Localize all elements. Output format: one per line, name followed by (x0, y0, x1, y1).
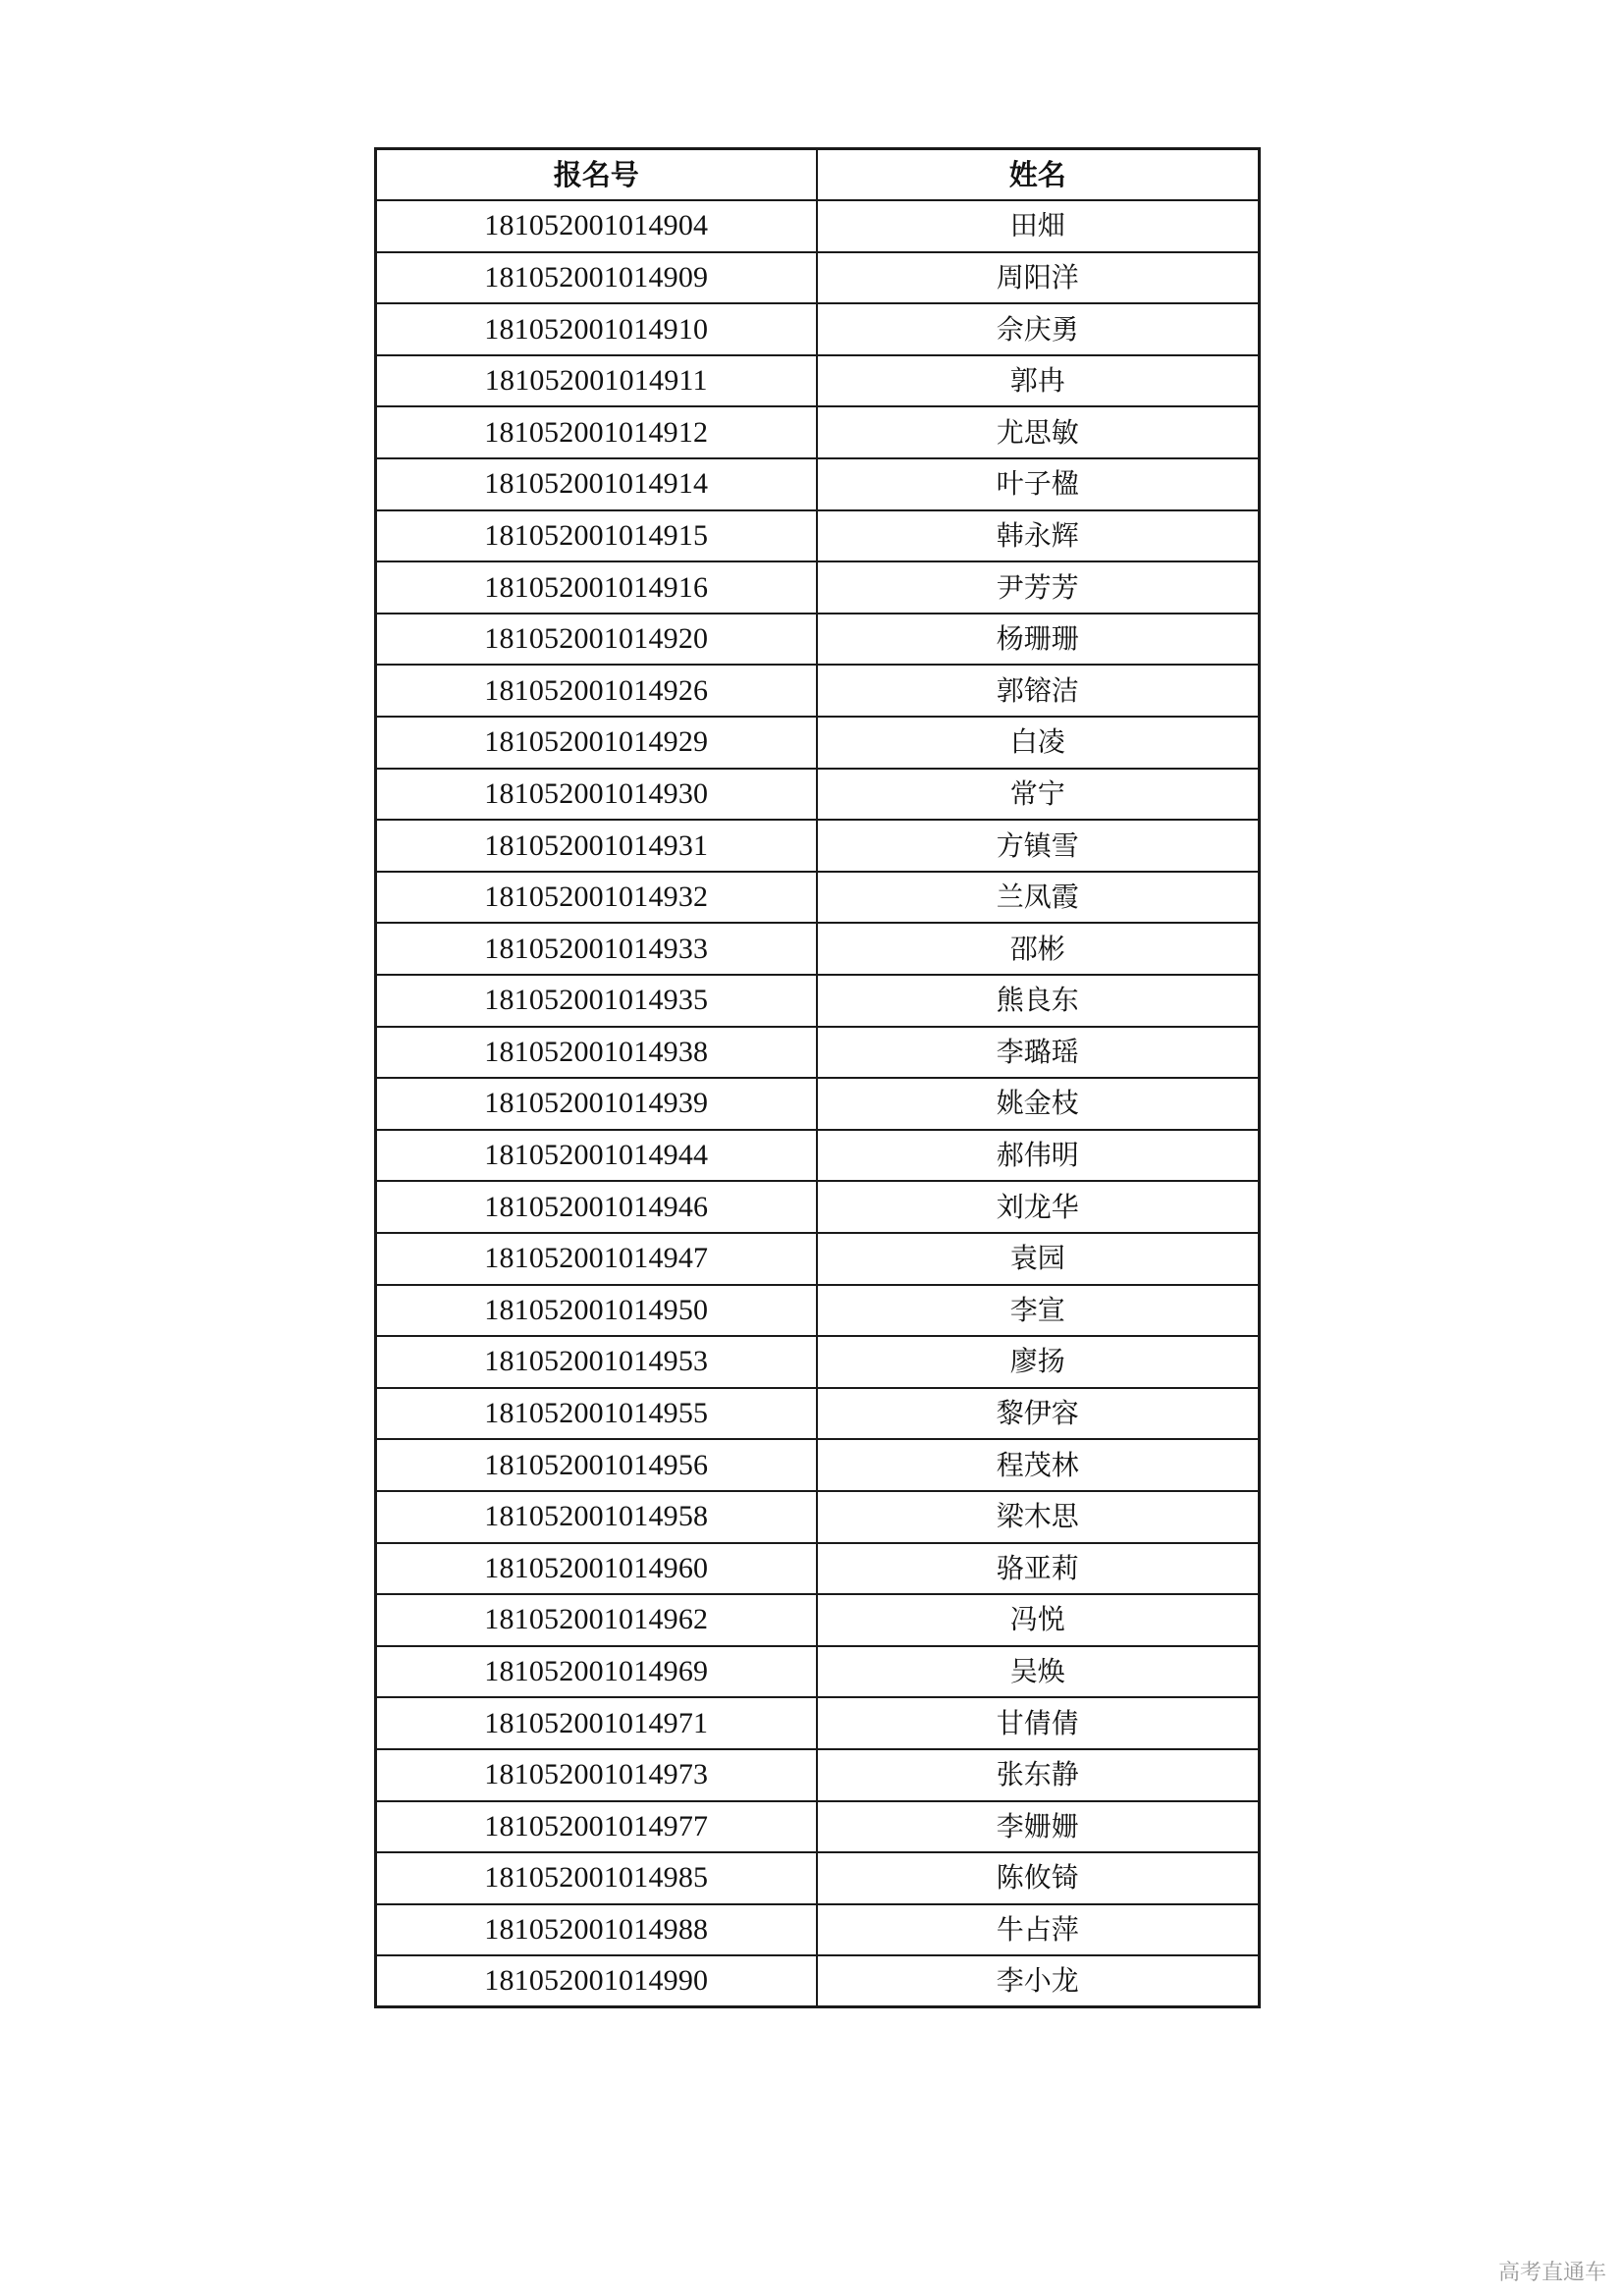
name-cell: 叶子楹 (817, 458, 1260, 510)
table-row (376, 872, 1260, 924)
registration-number-cell: 181052001014962 (376, 1594, 817, 1646)
name-cell: 韩永辉 (817, 510, 1260, 562)
table-row (376, 1388, 1260, 1440)
registration-number-cell: 181052001014977 (376, 1801, 817, 1853)
name-cell: 甘倩倩 (817, 1697, 1260, 1749)
name-cell: 田畑 (817, 200, 1260, 252)
table-row (376, 1491, 1260, 1543)
registration-number-cell: 181052001014920 (376, 614, 817, 666)
name-cell: 李姗姗 (817, 1801, 1260, 1853)
registration-number-cell: 181052001014956 (376, 1439, 817, 1491)
registration-number-cell: 181052001014912 (376, 406, 817, 458)
header-id: 报名号 (376, 149, 817, 201)
registration-number-cell: 181052001014929 (376, 717, 817, 769)
registration-number-cell: 181052001014955 (376, 1388, 817, 1440)
registration-number-cell: 181052001014935 (376, 975, 817, 1027)
name-cell: 周阳洋 (817, 252, 1260, 304)
registration-number-cell: 181052001014909 (376, 252, 817, 304)
registration-number-cell: 181052001014911 (376, 355, 817, 407)
registration-number-cell: 181052001014933 (376, 923, 817, 975)
registration-number-cell: 181052001014915 (376, 510, 817, 562)
table-row (376, 1439, 1260, 1491)
table-row (376, 665, 1260, 717)
registration-number-cell: 181052001014969 (376, 1646, 817, 1698)
registration-number-cell: 181052001014938 (376, 1027, 817, 1079)
name-cell: 佘庆勇 (817, 303, 1260, 355)
table-row (376, 975, 1260, 1027)
name-cell: 袁园 (817, 1233, 1260, 1285)
name-cell: 黎伊容 (817, 1388, 1260, 1440)
registration-number-cell: 181052001014946 (376, 1181, 817, 1233)
table-row (376, 1078, 1260, 1130)
table-row (376, 1801, 1260, 1853)
name-cell: 陈攸锜 (817, 1852, 1260, 1904)
table-row (376, 406, 1260, 458)
name-cell: 常宁 (817, 769, 1260, 821)
name-cell: 冯悦 (817, 1594, 1260, 1646)
registration-number-cell: 181052001014916 (376, 561, 817, 614)
name-cell: 郭冉 (817, 355, 1260, 407)
table-body (376, 200, 1260, 2007)
table-row (376, 1749, 1260, 1801)
header-row (376, 149, 1260, 201)
registration-number-cell: 181052001014926 (376, 665, 817, 717)
name-cell: 李璐瑶 (817, 1027, 1260, 1079)
name-cell: 姚金枝 (817, 1078, 1260, 1130)
table-row (376, 1285, 1260, 1337)
name-cell: 李小龙 (817, 1955, 1260, 2007)
table-row (376, 458, 1260, 510)
registration-number-cell: 181052001014971 (376, 1697, 817, 1749)
name-cell: 梁木思 (817, 1491, 1260, 1543)
name-cell: 白凌 (817, 717, 1260, 769)
registration-number-cell: 181052001014930 (376, 769, 817, 821)
name-cell: 尹芳芳 (817, 561, 1260, 614)
table-row (376, 1233, 1260, 1285)
name-cell: 兰凤霞 (817, 872, 1260, 924)
name-cell: 骆亚莉 (817, 1543, 1260, 1595)
registration-number-cell: 181052001014947 (376, 1233, 817, 1285)
table-row (376, 1955, 1260, 2007)
name-cell: 尤思敏 (817, 406, 1260, 458)
roster-table (374, 147, 1261, 2008)
header-name: 姓名 (817, 149, 1260, 201)
table-row (376, 1697, 1260, 1749)
registration-number-cell: 181052001014953 (376, 1336, 817, 1388)
name-cell: 杨珊珊 (817, 614, 1260, 666)
registration-number-cell: 181052001014988 (376, 1904, 817, 1956)
table-row (376, 1852, 1260, 1904)
table-row (376, 769, 1260, 821)
registration-number-cell: 181052001014931 (376, 820, 817, 872)
registration-number-cell: 181052001014950 (376, 1285, 817, 1337)
watermark-text: 高考直通车 (1497, 2261, 1606, 2285)
table-row (376, 303, 1260, 355)
registration-number-cell: 181052001014960 (376, 1543, 817, 1595)
table-row (376, 1130, 1260, 1182)
table-row (376, 717, 1260, 769)
registration-number-cell: 181052001014910 (376, 303, 817, 355)
name-cell: 邵彬 (817, 923, 1260, 975)
table-row (376, 1594, 1260, 1646)
registration-number-cell: 181052001014944 (376, 1130, 817, 1182)
registration-number-cell: 181052001014985 (376, 1852, 817, 1904)
table-row (376, 355, 1260, 407)
name-cell: 程茂林 (817, 1439, 1260, 1491)
table-row (376, 614, 1260, 666)
table-row (376, 1181, 1260, 1233)
registration-number-cell: 181052001014932 (376, 872, 817, 924)
name-cell: 吴焕 (817, 1646, 1260, 1698)
registration-number-cell: 181052001014904 (376, 200, 817, 252)
name-cell: 张东静 (817, 1749, 1260, 1801)
table-row (376, 561, 1260, 614)
name-cell: 郝伟明 (817, 1130, 1260, 1182)
registration-number-cell: 181052001014990 (376, 1955, 817, 2007)
table-row (376, 1543, 1260, 1595)
name-cell: 李宣 (817, 1285, 1260, 1337)
table-row (376, 820, 1260, 872)
name-cell: 方镇雪 (817, 820, 1260, 872)
name-cell: 牛占萍 (817, 1904, 1260, 1956)
table-row (376, 1027, 1260, 1079)
table-row (376, 252, 1260, 304)
registration-number-cell: 181052001014914 (376, 458, 817, 510)
table-row (376, 200, 1260, 252)
table-row (376, 510, 1260, 562)
table-row (376, 1336, 1260, 1388)
table-row (376, 923, 1260, 975)
registration-number-cell: 181052001014958 (376, 1491, 817, 1543)
name-cell: 熊良东 (817, 975, 1260, 1027)
registration-number-cell: 181052001014939 (376, 1078, 817, 1130)
name-cell: 廖扬 (817, 1336, 1260, 1388)
registration-number-cell: 181052001014973 (376, 1749, 817, 1801)
table-row (376, 1904, 1260, 1956)
table-header (376, 149, 1260, 201)
table-row (376, 1646, 1260, 1698)
name-cell: 郭镕洁 (817, 665, 1260, 717)
name-cell: 刘龙华 (817, 1181, 1260, 1233)
